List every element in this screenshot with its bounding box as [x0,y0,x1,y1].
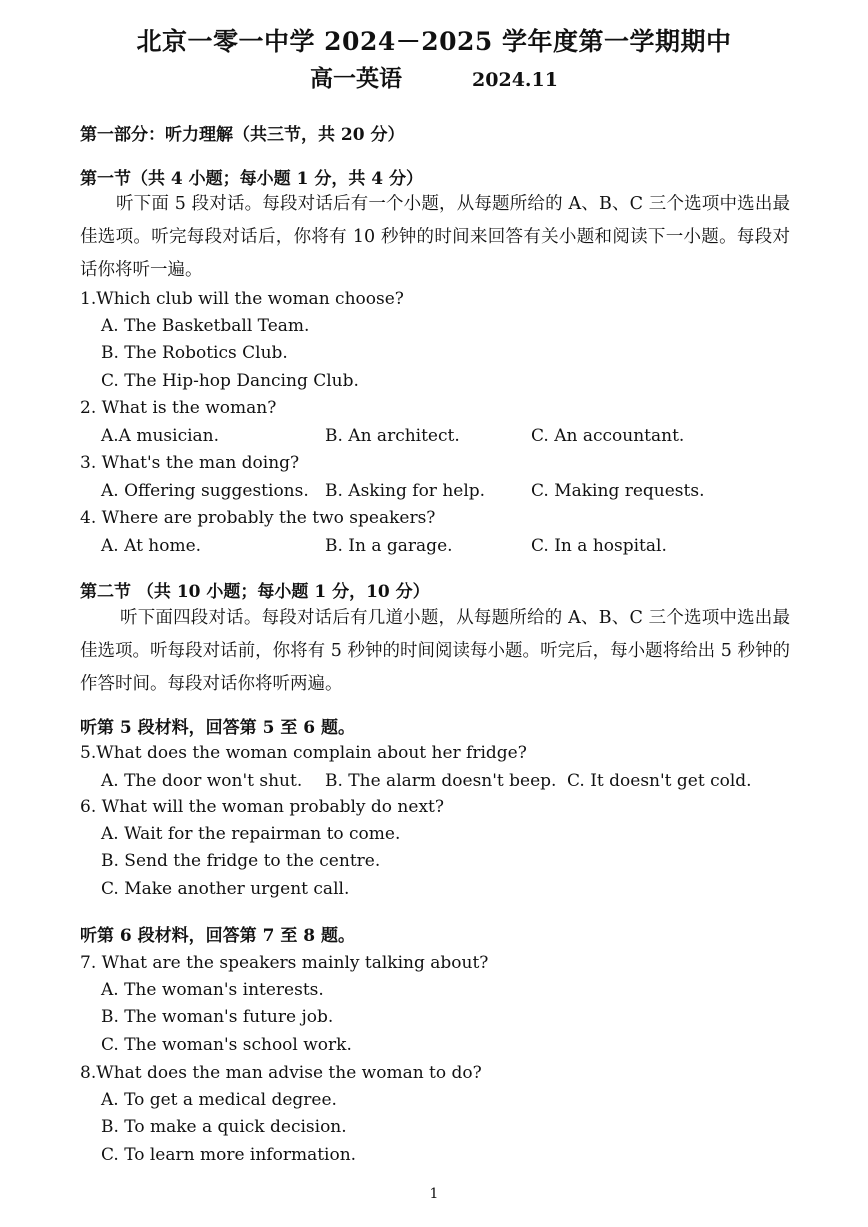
q7-option-c: C. The woman's school work. [101,1035,352,1055]
q3-option-a: A. Offering suggestions. [101,481,309,501]
q8-option-a: A. To get a medical degree. [101,1090,337,1110]
exam-date: 2024.11 [472,69,558,91]
question-2: 2. What is the woman? [80,398,277,418]
q8-option-b: B. To make a quick decision. [101,1117,347,1137]
question-4: 4. Where are probably the two speakers? [80,508,436,528]
q2-option-c: C. An accountant. [531,426,685,446]
exam-subtitle [0,60,868,93]
section2-instructions: 听下面四段对话。每段对话后有几道小题，从每题所给的 A、B、C 三个选项中选出最佳选项。听每段对话前，你将有 5 秒钟的时间阅读每小题。听完后，每小题将给出 5 秒钟的作答时间。每段对话你将听两遍。 [80,608,790,694]
part1-heading: 第一部分：听力理解（共三节，共 20 分） [80,125,405,145]
q4-option-b: B. In a garage. [325,536,453,556]
section1-heading: 第一节（共 4 小题；每小题 1 分，共 4 分） [80,169,423,189]
q1-option-b: B. The Robotics Club. [101,343,288,363]
q8-option-c: C. To learn more information. [101,1145,357,1165]
q5-option-a: A. The door won't shut. [101,771,303,791]
q2-option-b: B. An architect. [325,426,460,446]
question-6: 6. What will the woman probably do next? [80,797,444,817]
q6-option-a: A. Wait for the repairman to come. [101,824,401,844]
q3-options [101,481,801,501]
section2-heading: 第二节 （共 10 小题；每小题 1 分，10 分） [80,582,430,602]
q4-option-c: C. In a hospital. [531,536,667,556]
question-8: 8.What does the man advise the woman to do? [80,1063,482,1083]
material6-heading: 听第 6 段材料，回答第 7 至 8 题。 [80,926,355,946]
q1-option-c: C. The Hip-hop Dancing Club. [101,371,359,391]
q2-options [101,426,801,446]
question-1: 1.Which club will the woman choose? [80,289,404,309]
page-number: 1 [429,1186,439,1202]
subject-label: 高一英语 [310,65,403,92]
question-7: 7. What are the speakers mainly talking about? [80,953,489,973]
q2-option-a: A.A musician. [101,426,220,446]
exam-title: 北京一零一中学 2024－2025 学年度第一学期期中 [136,27,732,56]
q5-option-b: B. The alarm doesn't beep. [325,771,557,791]
q1-option-a: A. The Basketball Team. [101,316,310,336]
q4-options [101,536,801,556]
q6-option-b: B. Send the fridge to the centre. [101,851,381,871]
section1-instructions: 听下面 5 段对话。每段对话后有一个小题，从每题所给的 A、B、C 三个选项中选出最佳选项。听完每段对话后，你将有 10 秒钟的时间来回答有关小题和阅读下一小题。每段对话你将听一遍。 [80,194,790,280]
q5-options [101,771,801,791]
q7-option-a: A. The woman's interests. [101,980,324,1000]
q4-option-a: A. At home. [101,536,202,556]
material5-heading: 听第 5 段材料，回答第 5 至 6 题。 [80,718,355,738]
q5-option-c: C. It doesn't get cold. [567,771,752,791]
question-5: 5.What does the woman complain about her fridge? [80,743,527,763]
q7-option-b: B. The woman's future job. [101,1007,334,1027]
question-3: 3. What's the man doing? [80,453,300,473]
q6-option-c: C. Make another urgent call. [101,879,350,899]
q3-option-b: B. Asking for help. [325,481,486,501]
q3-option-c: C. Making requests. [531,481,705,501]
